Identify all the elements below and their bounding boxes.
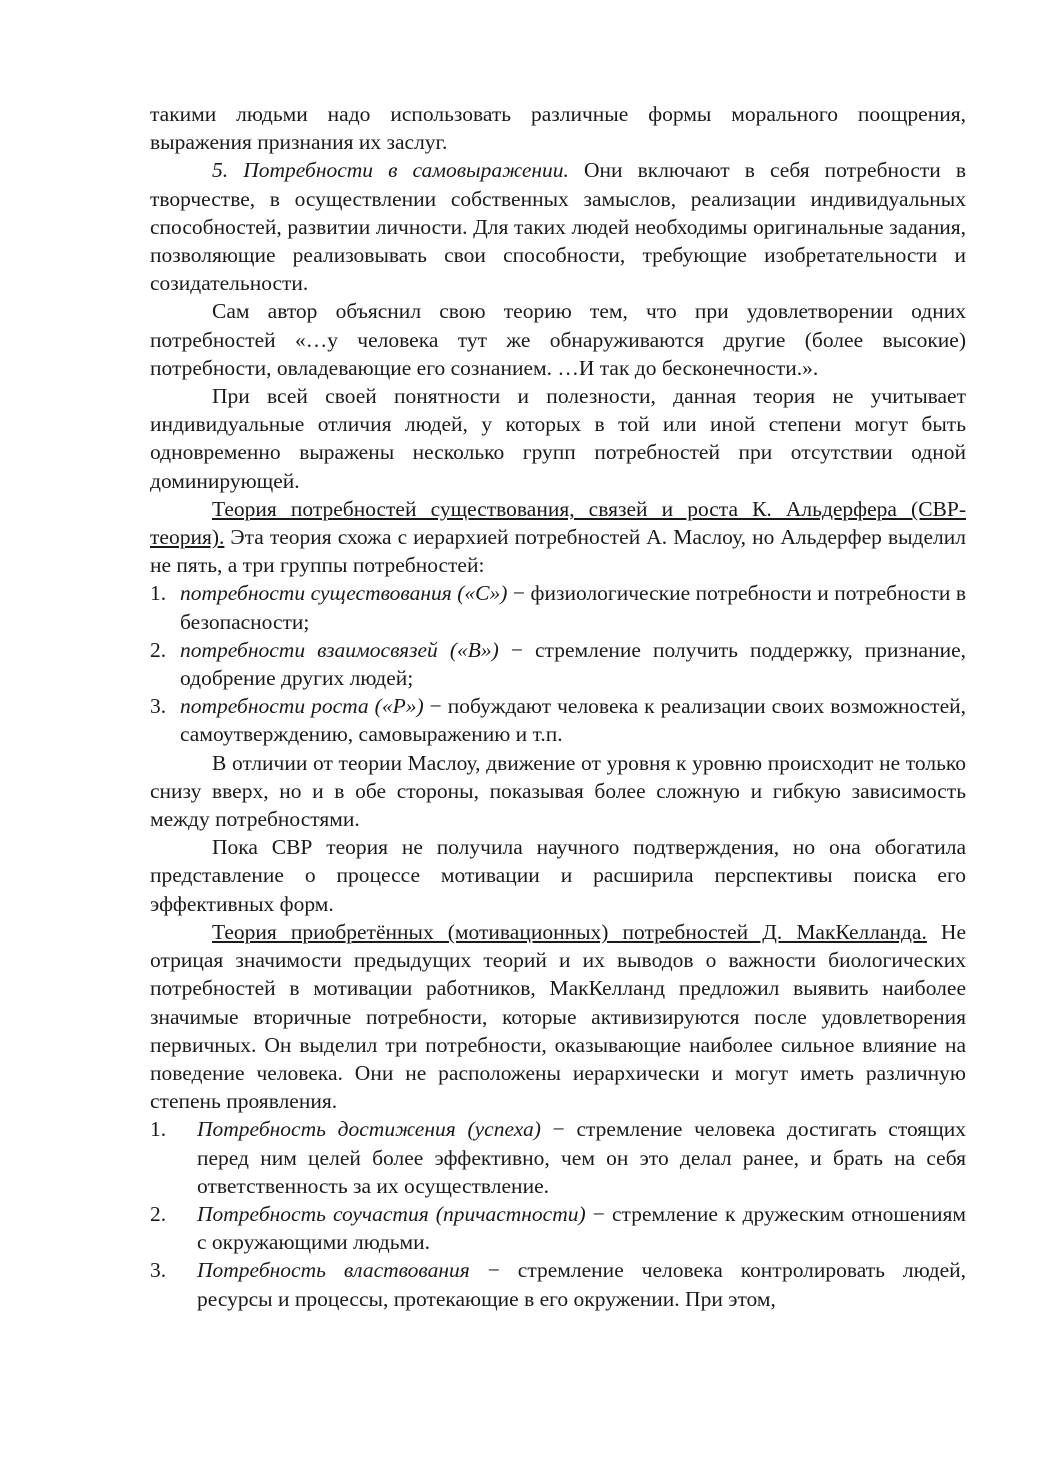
paragraph-top: такими людьми надо использовать различные формы морального поощрения, выражения признания их заслуг. (150, 102, 966, 155)
mcclelland-text: Не отрицая значимости предыдущих теорий и их выводов о важности биологических потребностей в мотивации работников, МакКелланд предложил выявить наиболее значимые вторичные потребности, которые активизируются после удовлетворения первичных. Он выделил три потребности, оказывающие наиболее сильное влияние на поведение человека. Они не расположены иерархически и могут иметь различную степень проявления. (150, 919, 966, 1114)
list-item-term: потребности существования («С») (180, 581, 508, 606)
list-item-term: Потребность соучастия (причастности) (197, 1201, 586, 1226)
self-expression-text: Они включают в себя потребности в творчестве, в осуществлении собственных замыслов, реализации индивидуальных способностей, развитии личности. Для таких людей необходимы оригинальные задания, позволяющие реализовывать свои способности, требующие изобретательности и созидательности. (150, 158, 966, 296)
list-number: 2. (150, 1201, 167, 1226)
mcclelland-list-item (150, 1200, 966, 1256)
mcclelland-list-item (150, 1115, 966, 1200)
list-item-term: потребности роста («Р») (180, 694, 424, 719)
self-expression-title: 5. Потребности в самовыражении. (212, 158, 569, 183)
list-item-description: − побуждают человека к реализации своих возможностей, самоутверждению, самовыражению и т.п. (180, 694, 967, 747)
list-item-text (180, 692, 966, 748)
paragraph-mcclelland (150, 918, 966, 1115)
list-item-text (197, 1256, 966, 1312)
list-item-description: − стремление человека достигать стоящих перед ним целей более эффективно, чем он это делал ранее, и брать на себя ответственность за их осуществление. (197, 1117, 966, 1198)
paragraph-difference: В отличии от теории Маслоу, движение от уровня к уровню происходит не только снизу вверх, но и в обе стороны, показывая более сложную и гибкую зависимость между потребностями. (150, 750, 966, 832)
alderfer-list-item (150, 692, 966, 748)
list-item-term: Потребность властвования (197, 1258, 470, 1283)
list-item-text (197, 1200, 966, 1256)
list-item-description: − стремление к дружеским отношениям с окружающими людьми. (197, 1201, 967, 1255)
list-item-text (197, 1115, 966, 1200)
list-number: 1. (150, 1117, 167, 1142)
mcclelland-heading: Теория приобретённых (мотивационных) потребностей Д. МакКелланда. (212, 919, 927, 944)
list-number: 3. (150, 694, 167, 719)
list-number: 2. (150, 637, 167, 662)
alderfer-heading: Теория потребностей существования, связей и роста К. Альдерфера (СВР-теория). (150, 496, 966, 550)
list-item-text (180, 636, 966, 692)
list-item-description: − стремление получить поддержку, признание, одобрение других людей; (180, 637, 967, 691)
list-item-term: потребности взаимосвязей («В») (180, 637, 499, 662)
document-page (150, 100, 966, 1313)
alderfer-list-item (150, 636, 966, 692)
paragraph-author: Сам автор объяснил свою теорию тем, что при удовлетворении одних потребностей «…у человека тут же обнаруживаются другие (более высокие) потребности, овладевающие его сознанием. …И так до бесконечности.». (150, 299, 966, 380)
mcclelland-list-item (150, 1256, 966, 1312)
paragraph-critique: При всей своей понятности и полезности, данная теория не учитывает индивидуальные отличия людей, у которых в той или иной степени могут быть одновременно выражены несколько групп потребностей при отсутствии одной доминирующей. (150, 384, 966, 493)
paragraph-alderfer (150, 495, 966, 580)
list-item-text (180, 579, 966, 635)
paragraph-self-expression (150, 156, 966, 297)
list-item-term: Потребность достижения (успеха) (197, 1117, 541, 1142)
alderfer-list-item (150, 579, 966, 635)
alderfer-text: Эта теория схожа с иерархией потребностей А. Маслоу, но Альдерфер выделил не пять, а три группы потребностей: (150, 525, 966, 578)
list-item-description: − физиологические потребности и потребности в безопасности; (180, 581, 966, 634)
paragraph-svr: Пока СВР теория не получила научного подтверждения, но она обогатила представление о процессе мотивации и расширила перспективы поиска его эффективных форм. (150, 835, 966, 916)
list-number: 3. (150, 1258, 167, 1283)
list-item-description: − стремление человека контролировать людей, ресурсы и процессы, протекающие в его окружении. При этом, (197, 1258, 966, 1311)
list-number: 1. (150, 581, 167, 606)
